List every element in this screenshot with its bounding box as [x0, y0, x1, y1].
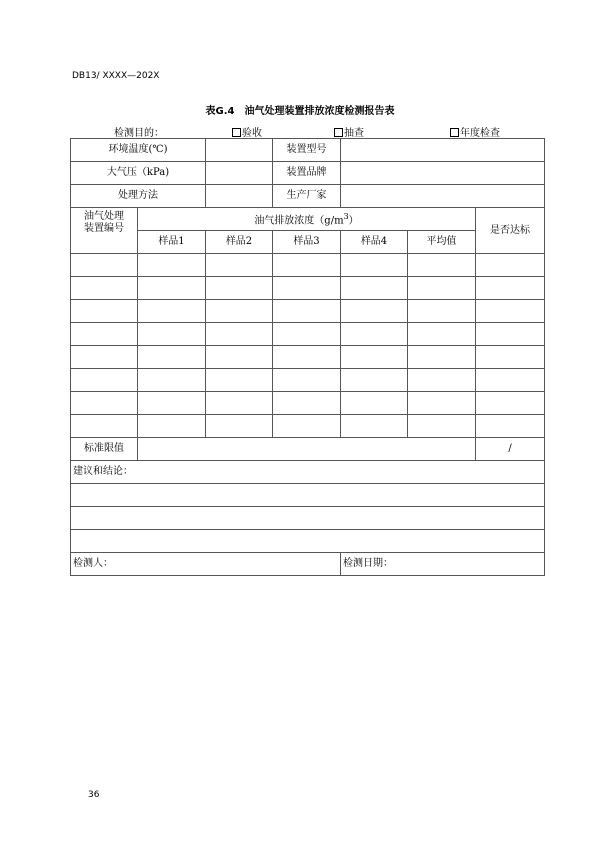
info-row: [71, 185, 545, 208]
sample-header: 样品2: [206, 231, 273, 254]
device-number-header: 油气处理 装置编号: [71, 208, 138, 254]
signature-row: [71, 553, 545, 576]
option-annual-check[interactable]: 年度检查: [450, 124, 500, 139]
checkbox-icon[interactable]: [334, 128, 343, 137]
table-row: [71, 392, 545, 415]
sample-header: 样品3: [273, 231, 341, 254]
conclusion-label: 建议和结论：: [71, 461, 545, 484]
limit-pass-mark: /: [476, 438, 545, 461]
info-row: [71, 162, 545, 185]
brand-value[interactable]: [341, 162, 545, 185]
pressure-value[interactable]: [206, 162, 273, 185]
header-row: [71, 208, 545, 231]
option-acceptance[interactable]: 验收: [232, 124, 262, 139]
checkbox-icon[interactable]: [232, 128, 241, 137]
limit-row: [71, 438, 545, 461]
table-row: [71, 415, 545, 438]
table-row: [71, 346, 545, 369]
report-table: [70, 138, 545, 576]
inspection-date-label: 检测日期：: [341, 553, 545, 576]
average-header: 平均值: [408, 231, 476, 254]
sample-header: 样品4: [341, 231, 408, 254]
method-label: 处理方法: [71, 185, 206, 208]
table-row: [71, 323, 545, 346]
option-spot-check[interactable]: 抽查: [334, 124, 364, 139]
conclusion-line: [71, 507, 545, 530]
env-temp-label: 环境温度(℃): [71, 139, 206, 162]
model-value[interactable]: [341, 139, 545, 162]
table-row: [71, 254, 545, 277]
conclusion-line: [71, 530, 545, 553]
maker-value[interactable]: [341, 185, 545, 208]
document-code: DB13/ XXXX—202X: [72, 71, 160, 81]
table-row: [71, 300, 545, 323]
conclusion-row: [71, 461, 545, 484]
conclusion-line: [71, 484, 545, 507]
pass-header: 是否达标: [476, 208, 545, 254]
limit-value[interactable]: [138, 438, 476, 461]
maker-label: 生产厂家: [273, 185, 341, 208]
page-number: 36: [88, 790, 100, 800]
table-row: [71, 277, 545, 300]
sample-header: 样品1: [138, 231, 206, 254]
limit-label: 标准限值: [71, 438, 138, 461]
pressure-label: 大气压（kPa): [71, 162, 206, 185]
table-row: [71, 369, 545, 392]
table-title: 表G.4 油气处理装置排放浓度检测报告表: [205, 106, 395, 117]
env-temp-value[interactable]: [206, 139, 273, 162]
sample-header-row: [71, 231, 545, 254]
info-row: [71, 139, 545, 162]
method-value[interactable]: [206, 185, 273, 208]
brand-label: 装置品牌: [273, 162, 341, 185]
model-label: 装置型号: [273, 139, 341, 162]
inspection-purpose-label: 检测目的：: [114, 128, 164, 139]
concentration-header: 油气排放浓度$(g/m^3)$: [138, 208, 476, 231]
inspector-label: 检测人：: [71, 553, 341, 576]
checkbox-icon[interactable]: [450, 128, 459, 137]
